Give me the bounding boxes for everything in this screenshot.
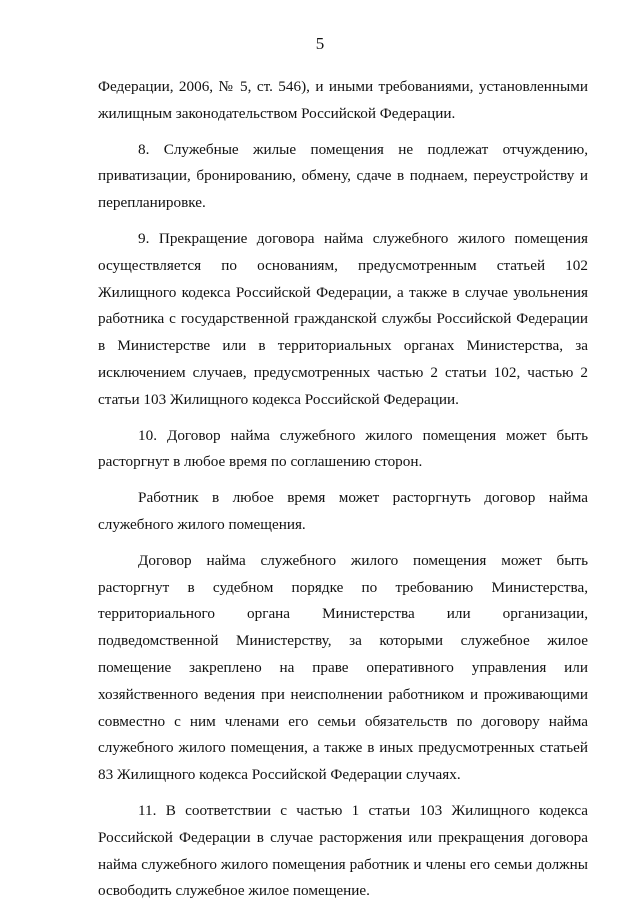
paragraph-item-8: 8. Служебные жилые помещения не подлежат отчуждению, приватизации, бронированию, обмену, сдаче в поднаем, переустройству и перепланировке. <box>98 140 588 212</box>
paragraph-item-10: 10. Договор найма служебного жилого помещения может быть расторгнут в любое время по соглашению сторон. <box>98 426 588 471</box>
paragraph-court-termination: Договор найма служебного жилого помещения может быть расторгнут в судебном порядке по требованию Министерства, территориального органа Министерства или организации, подведомственной Министерству, за которыми служебное жилое помещение закреплено на праве оперативного управления или хозяйственного ведения при неисполнении работником и проживающими совместно с ним членами его семьи обязательств по договору найма служебного жилого помещения, а также в иных предусмотренных статьей 83 Жилищного кодекса Российской Федерации случаях. <box>98 551 588 784</box>
page-number: 5 <box>315 34 325 53</box>
paragraph-item-11: 11. В соответствии с частью 1 статьи 103 Жилищного кодекса Российской Федерации в случае расторжения или прекращения договора найма служебного жилого помещения работник и члены его семьи должны освободить служебное жилое помещение. <box>98 801 588 900</box>
document-body <box>98 74 588 914</box>
paragraph-item-9: 9. Прекращение договора найма служебного жилого помещения осуществляется по основаниям, предусмотренным статьей 102 Жилищного кодекса Российской Федерации, а также в случае увольнения работника с государственной гражданской службы Российской Федерации в Министерстве или в территориальных органах Министерства, за исключением случаев, предусмотренных частью 2 статьи 102, частью 2 статьи 103 Жилищного кодекса Российской Федерации. <box>98 229 588 408</box>
paragraph-continuation: Федерации, 2006, № 5, ст. 546), и иными требованиями, установленными жилищным законодательством Российской Федерации. <box>98 78 588 122</box>
paragraph-worker-termination: Работник в любое время может расторгнуть договор найма служебного жилого помещения. <box>98 489 588 533</box>
